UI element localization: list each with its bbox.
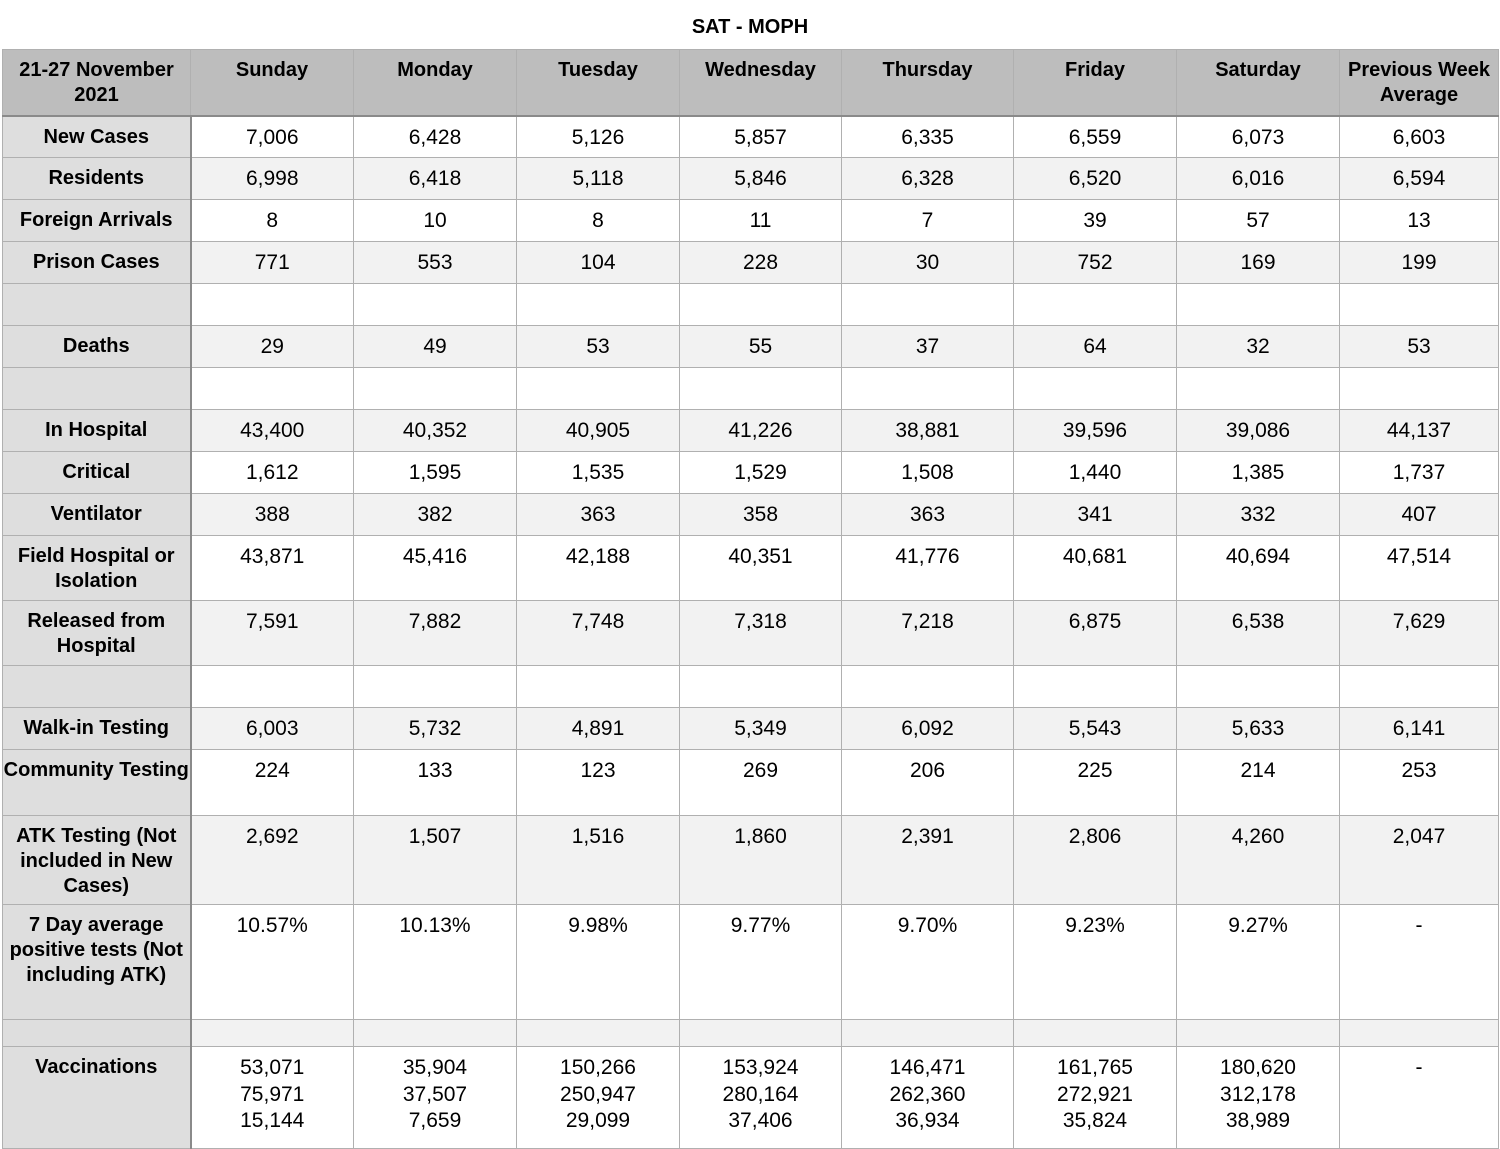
vaccination-value: 35,904	[402, 1056, 468, 1079]
value-cell: 332	[1177, 494, 1340, 536]
vaccination-value: 37,507	[402, 1082, 468, 1106]
value-cell: 6,538	[1177, 601, 1340, 666]
period-header: 21-27 November 2021	[3, 50, 191, 116]
empty-cell	[1340, 666, 1499, 708]
empty-cell	[842, 368, 1014, 410]
day-header-wednesday: Wednesday	[680, 50, 842, 116]
value-cell: 13	[1340, 200, 1499, 242]
value-cell: 123	[517, 750, 680, 816]
value-cell: 5,349	[680, 708, 842, 750]
row-atk-testing	[3, 816, 1499, 905]
empty-cell	[354, 284, 517, 326]
empty-cell	[842, 284, 1014, 326]
value-cell: 7,591	[191, 601, 354, 666]
vaccination-value: 272,921	[1057, 1082, 1133, 1106]
value-cell: 39,086	[1177, 410, 1340, 452]
empty-cell	[1177, 666, 1340, 708]
value-cell: 199	[1340, 242, 1499, 284]
row-residents	[3, 158, 1499, 200]
vaccination-value: 53,071	[240, 1056, 305, 1079]
value-cell: 9.23%	[1014, 905, 1177, 1020]
row-label: Deaths	[3, 326, 191, 368]
row-field-hospital	[3, 536, 1499, 601]
value-cell: 10.13%	[354, 905, 517, 1020]
value-cell: 752	[1014, 242, 1177, 284]
value-cell: 7,629	[1340, 601, 1499, 666]
value-cell: 1,535	[517, 452, 680, 494]
row-new-cases	[3, 116, 1499, 158]
row-label: In Hospital	[3, 410, 191, 452]
vaccination-value: 29,099	[565, 1109, 631, 1132]
value-cell: 55	[680, 326, 842, 368]
value-cell: 104	[517, 242, 680, 284]
vaccination-value: 35,824	[1062, 1109, 1128, 1132]
empty-cell	[3, 666, 191, 708]
empty-cell	[1340, 368, 1499, 410]
value-cell: 11	[680, 200, 842, 242]
value-cell: 269	[680, 750, 842, 816]
empty-cell	[3, 1020, 191, 1047]
row-vaccinations	[3, 1047, 1499, 1149]
value-cell: 6,328	[842, 158, 1014, 200]
value-cell: 53	[517, 326, 680, 368]
vaccination-value: 37,406	[728, 1109, 793, 1132]
value-cell: 45,416	[354, 536, 517, 601]
value-cell: 9.98%	[517, 905, 680, 1020]
value-cell: 388	[191, 494, 354, 536]
day-header-tuesday: Tuesday	[517, 50, 680, 116]
value-cell: 1,516	[517, 816, 680, 905]
value-cell: 2,047	[1340, 816, 1499, 905]
day-header-friday: Friday	[1014, 50, 1177, 116]
value-cell: 7,748	[517, 601, 680, 666]
value-cell: 6,559	[1014, 116, 1177, 158]
empty-cell	[191, 368, 354, 410]
value-cell: 10.57%	[191, 905, 354, 1020]
empty-cell	[1177, 368, 1340, 410]
value-cell: 9.77%	[680, 905, 842, 1020]
value-cell: 6,418	[354, 158, 517, 200]
value-cell: 1,595	[354, 452, 517, 494]
value-cell: 42,188	[517, 536, 680, 601]
value-cell: 2,391	[842, 816, 1014, 905]
value-cell: 1,507	[354, 816, 517, 905]
day-header-saturday: Saturday	[1177, 50, 1340, 116]
value-cell: 2,692	[191, 816, 354, 905]
row-critical	[3, 452, 1499, 494]
value-cell: 5,633	[1177, 708, 1340, 750]
value-cell: 206	[842, 750, 1014, 816]
spacer-row	[3, 1020, 1499, 1047]
row-released	[3, 601, 1499, 666]
row-label: Prison Cases	[3, 242, 191, 284]
value-cell: 1,737	[1340, 452, 1499, 494]
vaccination-value: -	[1415, 1056, 1423, 1079]
value-cell: 32	[1177, 326, 1340, 368]
vaccination-value: 7,659	[408, 1109, 462, 1132]
spacer-row	[3, 368, 1499, 410]
value-cell: 6,603	[1340, 116, 1499, 158]
value-cell	[1177, 1047, 1340, 1149]
value-cell: 5,732	[354, 708, 517, 750]
vaccination-value: 250,947	[560, 1082, 636, 1106]
average-header: Previous Week Average	[1340, 50, 1499, 116]
row-community-testing	[3, 750, 1499, 816]
value-cell: 7,006	[191, 116, 354, 158]
value-cell: 7,318	[680, 601, 842, 666]
value-cell: 8	[191, 200, 354, 242]
value-cell: 133	[354, 750, 517, 816]
row-label: Critical	[3, 452, 191, 494]
vaccination-value: 280,164	[722, 1082, 799, 1106]
empty-cell	[517, 368, 680, 410]
value-cell: 224	[191, 750, 354, 816]
empty-cell	[354, 1020, 517, 1047]
empty-cell	[3, 284, 191, 326]
day-header-sunday: Sunday	[191, 50, 354, 116]
empty-cell	[191, 666, 354, 708]
value-cell: 214	[1177, 750, 1340, 816]
value-cell: 6,073	[1177, 116, 1340, 158]
row-label: ATK Testing (Not included in New Cases)	[3, 816, 191, 905]
value-cell: 47,514	[1340, 536, 1499, 601]
value-cell: 6,092	[842, 708, 1014, 750]
value-cell: 6,998	[191, 158, 354, 200]
value-cell: 9.70%	[842, 905, 1014, 1020]
value-cell: 1,385	[1177, 452, 1340, 494]
empty-cell	[517, 284, 680, 326]
value-cell: 40,351	[680, 536, 842, 601]
row-label: Ventilator	[3, 494, 191, 536]
spacer-row	[3, 666, 1499, 708]
row-label: Vaccinations	[3, 1047, 191, 1149]
row-label: New Cases	[3, 116, 191, 158]
vaccination-value: 38,989	[1225, 1109, 1291, 1132]
value-cell: 6,428	[354, 116, 517, 158]
row-label: Walk-in Testing	[3, 708, 191, 750]
value-cell: 64	[1014, 326, 1177, 368]
value-cell: 6,016	[1177, 158, 1340, 200]
value-cell: 6,003	[191, 708, 354, 750]
vaccination-value: 146,471	[889, 1056, 966, 1079]
value-cell: 169	[1177, 242, 1340, 284]
value-cell: 40,694	[1177, 536, 1340, 601]
empty-cell	[680, 368, 842, 410]
vaccination-value: 312,178	[1220, 1082, 1296, 1106]
value-cell	[191, 1047, 354, 1149]
vaccination-value: 75,971	[240, 1082, 305, 1106]
value-cell: 4,891	[517, 708, 680, 750]
value-cell: 7	[842, 200, 1014, 242]
day-header-monday: Monday	[354, 50, 517, 116]
row-positive-rate	[3, 905, 1499, 1020]
value-cell: 341	[1014, 494, 1177, 536]
weekly-stats-table	[2, 49, 1499, 1149]
empty-cell	[842, 1020, 1014, 1047]
row-deaths	[3, 326, 1499, 368]
vaccination-value: 150,266	[560, 1056, 636, 1079]
value-cell: 228	[680, 242, 842, 284]
value-cell: 6,335	[842, 116, 1014, 158]
value-cell: 41,226	[680, 410, 842, 452]
value-cell: -	[1340, 905, 1499, 1020]
empty-cell	[1014, 368, 1177, 410]
row-label: Released from Hospital	[3, 601, 191, 666]
value-cell: 40,905	[517, 410, 680, 452]
empty-cell	[517, 666, 680, 708]
value-cell	[842, 1047, 1014, 1149]
row-label: Field Hospital or Isolation	[3, 536, 191, 601]
empty-cell	[1177, 284, 1340, 326]
value-cell: 44,137	[1340, 410, 1499, 452]
value-cell: 358	[680, 494, 842, 536]
empty-cell	[517, 1020, 680, 1047]
value-cell: 6,594	[1340, 158, 1499, 200]
value-cell: 225	[1014, 750, 1177, 816]
value-cell: 43,871	[191, 536, 354, 601]
value-cell: 253	[1340, 750, 1499, 816]
empty-cell	[3, 368, 191, 410]
value-cell: 5,126	[517, 116, 680, 158]
value-cell: 40,352	[354, 410, 517, 452]
value-cell: 363	[517, 494, 680, 536]
vaccination-value: 180,620	[1220, 1056, 1296, 1079]
value-cell	[680, 1047, 842, 1149]
empty-cell	[680, 1020, 842, 1047]
value-cell: 1,440	[1014, 452, 1177, 494]
value-cell	[517, 1047, 680, 1149]
spacer-row	[3, 284, 1499, 326]
empty-cell	[191, 1020, 354, 1047]
value-cell: 5,543	[1014, 708, 1177, 750]
value-cell: 49	[354, 326, 517, 368]
value-cell: 39,596	[1014, 410, 1177, 452]
row-prison-cases	[3, 242, 1499, 284]
value-cell: 771	[191, 242, 354, 284]
empty-cell	[680, 666, 842, 708]
row-label: 7 Day average positive tests (Not including ATK)	[3, 905, 191, 1020]
value-cell: 5,846	[680, 158, 842, 200]
value-cell: 1,612	[191, 452, 354, 494]
value-cell: 40,681	[1014, 536, 1177, 601]
empty-cell	[354, 368, 517, 410]
report-title: SAT - MOPH	[691, 16, 809, 38]
vaccination-value: 153,924	[722, 1056, 799, 1079]
vaccination-value: 36,934	[895, 1109, 960, 1132]
value-cell: 8	[517, 200, 680, 242]
value-cell: 29	[191, 326, 354, 368]
value-cell: 2,806	[1014, 816, 1177, 905]
value-cell: 30	[842, 242, 1014, 284]
value-cell: 39	[1014, 200, 1177, 242]
row-walk-in-testing	[3, 708, 1499, 750]
row-in-hospital	[3, 410, 1499, 452]
day-header-thursday: Thursday	[842, 50, 1014, 116]
value-cell: 6,520	[1014, 158, 1177, 200]
value-cell: 4,260	[1177, 816, 1340, 905]
header-row	[3, 50, 1499, 116]
value-cell: 7,882	[354, 601, 517, 666]
row-label: Community Testing	[3, 750, 191, 816]
value-cell: 382	[354, 494, 517, 536]
value-cell: 1,860	[680, 816, 842, 905]
value-cell: 553	[354, 242, 517, 284]
value-cell: 38,881	[842, 410, 1014, 452]
value-cell: 9.27%	[1177, 905, 1340, 1020]
empty-cell	[1014, 284, 1177, 326]
value-cell: 1,508	[842, 452, 1014, 494]
value-cell: 5,857	[680, 116, 842, 158]
value-cell	[1340, 1047, 1499, 1149]
row-ventilator	[3, 494, 1499, 536]
row-label: Foreign Arrivals	[3, 200, 191, 242]
empty-cell	[1340, 1020, 1499, 1047]
value-cell: 6,875	[1014, 601, 1177, 666]
value-cell: 41,776	[842, 536, 1014, 601]
value-cell: 363	[842, 494, 1014, 536]
value-cell: 407	[1340, 494, 1499, 536]
value-cell: 5,118	[517, 158, 680, 200]
vaccination-value: 161,765	[1057, 1056, 1133, 1079]
value-cell: 43,400	[191, 410, 354, 452]
row-foreign-arrivals	[3, 200, 1499, 242]
empty-cell	[191, 284, 354, 326]
empty-cell	[354, 666, 517, 708]
value-cell: 53	[1340, 326, 1499, 368]
value-cell: 6,141	[1340, 708, 1499, 750]
value-cell: 10	[354, 200, 517, 242]
value-cell: 37	[842, 326, 1014, 368]
empty-cell	[1340, 284, 1499, 326]
vaccination-value: 262,360	[889, 1082, 966, 1106]
value-cell: 1,529	[680, 452, 842, 494]
empty-cell	[1177, 1020, 1340, 1047]
value-cell	[354, 1047, 517, 1149]
row-label: Residents	[3, 158, 191, 200]
empty-cell	[1014, 666, 1177, 708]
value-cell	[1014, 1047, 1177, 1149]
value-cell: 7,218	[842, 601, 1014, 666]
vaccination-value: 15,144	[240, 1109, 305, 1132]
empty-cell	[680, 284, 842, 326]
empty-cell	[1014, 1020, 1177, 1047]
empty-cell	[842, 666, 1014, 708]
value-cell: 57	[1177, 200, 1340, 242]
